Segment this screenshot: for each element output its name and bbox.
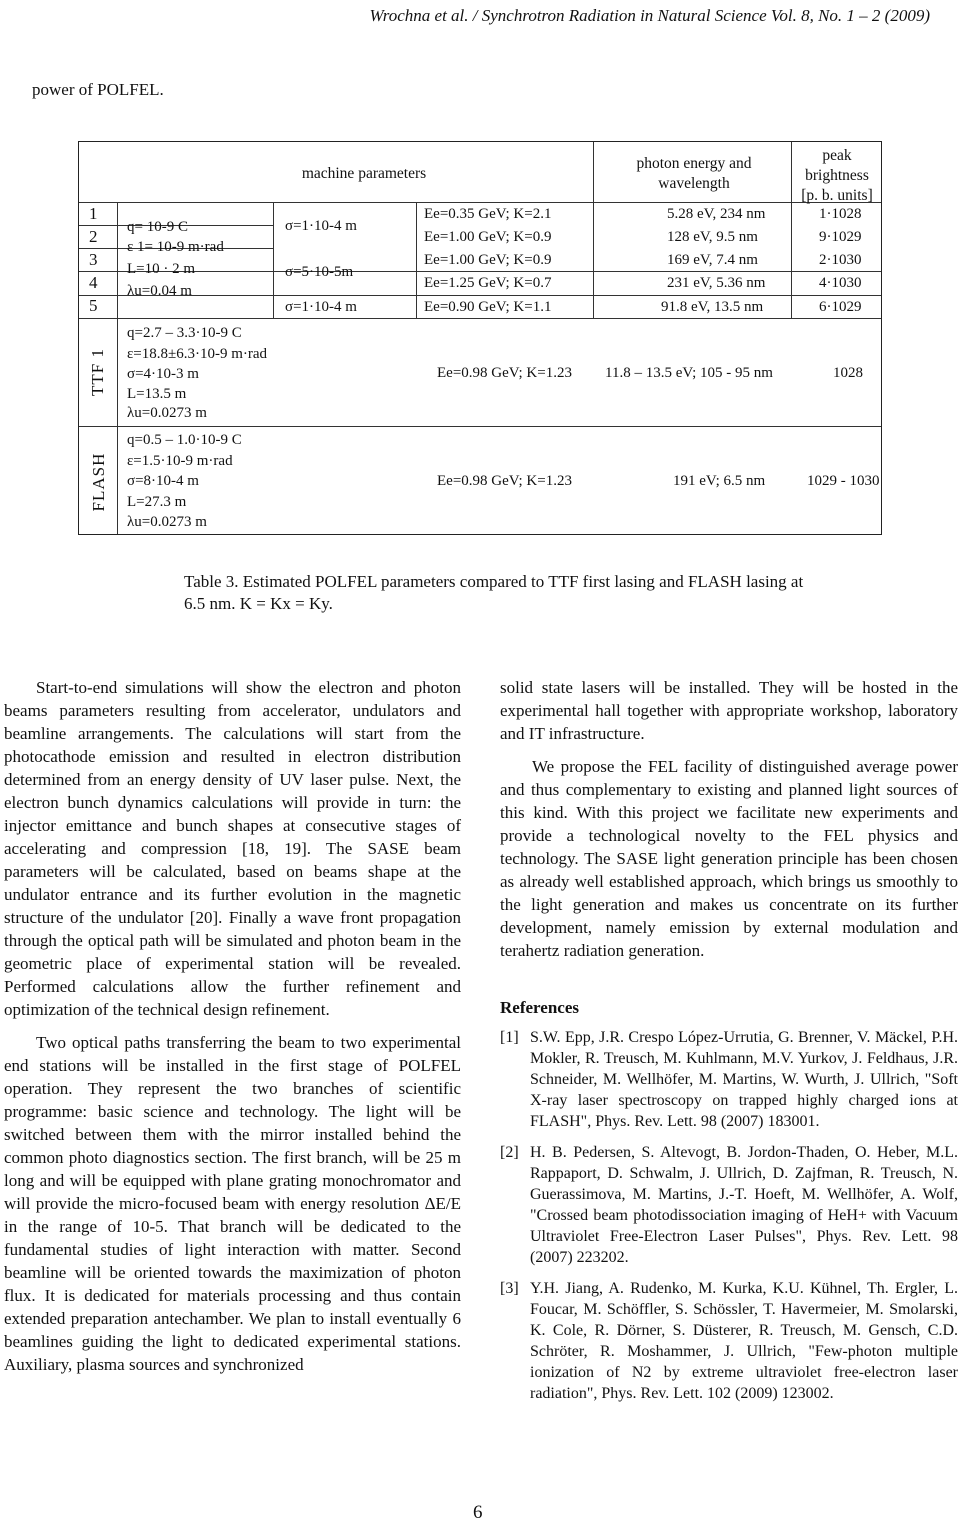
paragraph: Two optical paths transferring the beam to two experimental end stations will be installed in the first stage of POLFEL operation. They represent the two branches of scientific programme: basic science and technology. The light will be switched between them with the mirror installed behind the common photo diagnostics section. The first branch, will be 25 m long and will be equipped with plane grating monochromator and will provide the micro-focused beam with energy resolution ΔE/E in the range of 10-5. That branch will be dedicated to the fundamental studies of light interaction with matter. Second beamline will be oriented towards the maximization of photon flux. It is dedicated for materials processing and thus contain extended preparation antechamber. We plan to install eventually 6 beamlines guiding the light to dedicated experimental stations. Auxiliary, plasma sources and synchronized (4, 1033, 461, 1374)
reference-item (500, 1027, 958, 1132)
brightness-value: 9·1029 (819, 229, 862, 245)
energy-value: Ee=1.25 GeV; K=0.7 (424, 275, 552, 291)
page-number: 6 (473, 1502, 483, 1523)
ttf-param: L=13.5 m (127, 386, 187, 402)
row-number: 5 (89, 296, 98, 315)
parameters-table (78, 141, 882, 535)
flash-photon: 191 eV; 6.5 nm (673, 473, 766, 489)
paragraph: solid state lasers will be installed. They will be hosted in the experimental hall together with appropriate workshop, laboratory and IT infrastructure. (500, 678, 958, 743)
brightness-value: 1·1028 (819, 206, 862, 222)
ttf-param: q=2.7 – 3.3·10-9 C (127, 325, 242, 341)
row-number: 3 (89, 250, 98, 269)
flash-param: L=27.3 m (127, 494, 187, 510)
flash-brightness: 1029 - 1030 (807, 473, 880, 489)
ttf-energy: Ee=0.98 GeV; K=1.23 (437, 365, 572, 381)
sigma-value: σ=5·10-5m (285, 264, 354, 280)
photon-value: 169 eV, 7.4 nm (667, 252, 758, 268)
sigma-value: σ=1·10-4 m (285, 218, 357, 234)
flash-param: λu=0.0273 m (127, 514, 207, 530)
right-column (500, 676, 958, 1414)
references-title: References (500, 998, 579, 1017)
ttf-brightness: 1028 (833, 365, 863, 381)
photon-value: 91.8 eV, 13.5 nm (661, 299, 764, 315)
paragraph: We propose the FEL facility of distinguished average power and thus complementary to existing and planned light sources of this kind. With this project we facilitate new experiments and provide a technological novelty to the FEL physics and technology. The SASE light generation principle has been chosen as already well established approach, which brings us smoothly to the light generation and makes us concentrate on its further development, namely emission by external modulation and terahertz radiation generation. (500, 757, 958, 960)
header-peak: peak brightness [p. b. units] (801, 147, 873, 204)
ttf-param: ε=18.8±6.3·10-9 m·rad (127, 346, 268, 362)
reference-item (500, 1278, 958, 1404)
ttf-param: σ=4·10-3 m (127, 366, 199, 382)
flash-param: σ=8·10-4 m (127, 473, 199, 489)
reference-text: S.W. Epp, J.R. Crespo López-Urrutia, G. Brenner, V. Mäckel, P.H. Mokler, R. Treusch, M. Kuhlmann, M.V. Yurkov, J. Feldhaus, J.R. Schneider, M. Wellhöfer, M. Martins, W. Wurth, J. Ullrich, "Soft X-ray laser spectroscopy on trapped highly charged ions at FLASH", Phys. Rev. Lett. 98 (2007) 183001. (530, 1029, 958, 1130)
energy-value: Ee=1.00 GeV; K=0.9 (424, 252, 552, 268)
table-caption: Table 3. Estimated POLFEL parameters compared to TTF first lasing and FLASH lasing at 6.5 nm. K = Kx = Ky. (184, 572, 804, 613)
reference-number: [1] (500, 1029, 519, 1046)
flash-energy: Ee=0.98 GeV; K=1.23 (437, 473, 572, 489)
flash-label: FLASH (89, 452, 108, 512)
energy-value: Ee=0.35 GeV; K=2.1 (424, 206, 552, 222)
brightness-value: 4·1030 (819, 275, 862, 291)
row-number: 1 (89, 204, 98, 223)
top-text: power of POLFEL. (32, 80, 164, 99)
sigma-value: σ=1·10-4 m (285, 299, 357, 315)
left-column (4, 676, 461, 1386)
polfel-param: L=10 · 2 m (127, 261, 196, 277)
energy-value: Ee=0.90 GeV; K=1.1 (424, 299, 552, 315)
running-header: Wrochna et al. / Synchrotron Radiation in Natural Science Vol. 8, No. 1 – 2 (2009) (369, 6, 930, 25)
flash-param: q=0.5 – 1.0·10-9 C (127, 432, 242, 448)
ttf-param: λu=0.0273 m (127, 405, 207, 421)
header-photon: photon energy and wavelength (636, 155, 752, 192)
reference-text: Y.H. Jiang, A. Rudenko, M. Kurka, K.U. Kühnel, Th. Ergler, L. Foucar, M. Schöffler, S. Schössler, T. Havermeier, M. Smolarski, K. Cole, R. Dörner, S. Düsterer, R. Treusch, M. Gensch, C.D. Schröter, R. Moshammer, J. Ullrich, "Few-photon multiple ionization of N2 by extreme ultraviolet free-electron laser radiation", Phys. Rev. Lett. 102 (2009) 123002. (530, 1280, 958, 1402)
polfel-param: q= 10-9 C (127, 219, 188, 235)
polfel-param: λu=0.04 m (127, 283, 192, 299)
photon-value: 231 eV, 5.36 nm (667, 275, 766, 291)
row-number: 4 (89, 273, 98, 292)
ttf-photon: 11.8 – 13.5 eV; 105 - 95 nm (605, 365, 773, 381)
reference-text: H. B. Pedersen, S. Altevogt, B. Jordon-Thaden, O. Heber, M.L. Rappaport, D. Schwalm, J. Ullrich, D. Zajfman, R. Treusch, N. Guerassimova, M. Martins, J.-T. Hoeft, M. Wellhöfer, A. Wolf, "Crossed beam photodissociation imaging of HeH+ with Vacuum Ultraviolet Free-Electron Laser Pulses", Phys. Rev. Lett. 98 (2007) 223202. (530, 1144, 958, 1266)
brightness-value: 2·1030 (819, 252, 862, 268)
polfel-param: ε 1= 10-9 m·rad (127, 239, 224, 255)
reference-item (500, 1142, 958, 1268)
photon-value: 128 eV, 9.5 nm (667, 229, 758, 245)
ttf-label: TTF 1 (88, 348, 107, 396)
flash-param: ε=1.5·10-9 m·rad (127, 453, 233, 469)
photon-value: 5.28 eV, 234 nm (667, 206, 766, 222)
paragraph: Start-to-end simulations will show the electron and photon beams parameters resulting from accelerator, undulators and beamline arrangements. The calculations will start from the photocathode emission and resulted in electron distribution determined from an energy density of UV laser pulse. Next, the electron bunch dynamics calculations will provide in turn: the injector emittance and bunch shapes at consecutive stages of accelerating and compression [18, 19]. The SASE beam parameters will be calculated, based on beams shape at the undulator entrance and its further evolution in the magnetic structure of the undulator [20]. Finally a wave front propagation through the optical path will be simulated and photon beam in the geometric place of experimental station will be revealed. Performed calculations allow the further refinement and optimization of the technical design refinement. (4, 678, 461, 1019)
energy-value: Ee=1.00 GeV; K=0.9 (424, 229, 552, 245)
brightness-value: 6·1029 (819, 299, 862, 315)
header-machine: machine parameters (301, 165, 427, 182)
reference-number: [2] (500, 1144, 519, 1161)
row-number: 2 (89, 227, 98, 246)
reference-number: [3] (500, 1280, 519, 1297)
